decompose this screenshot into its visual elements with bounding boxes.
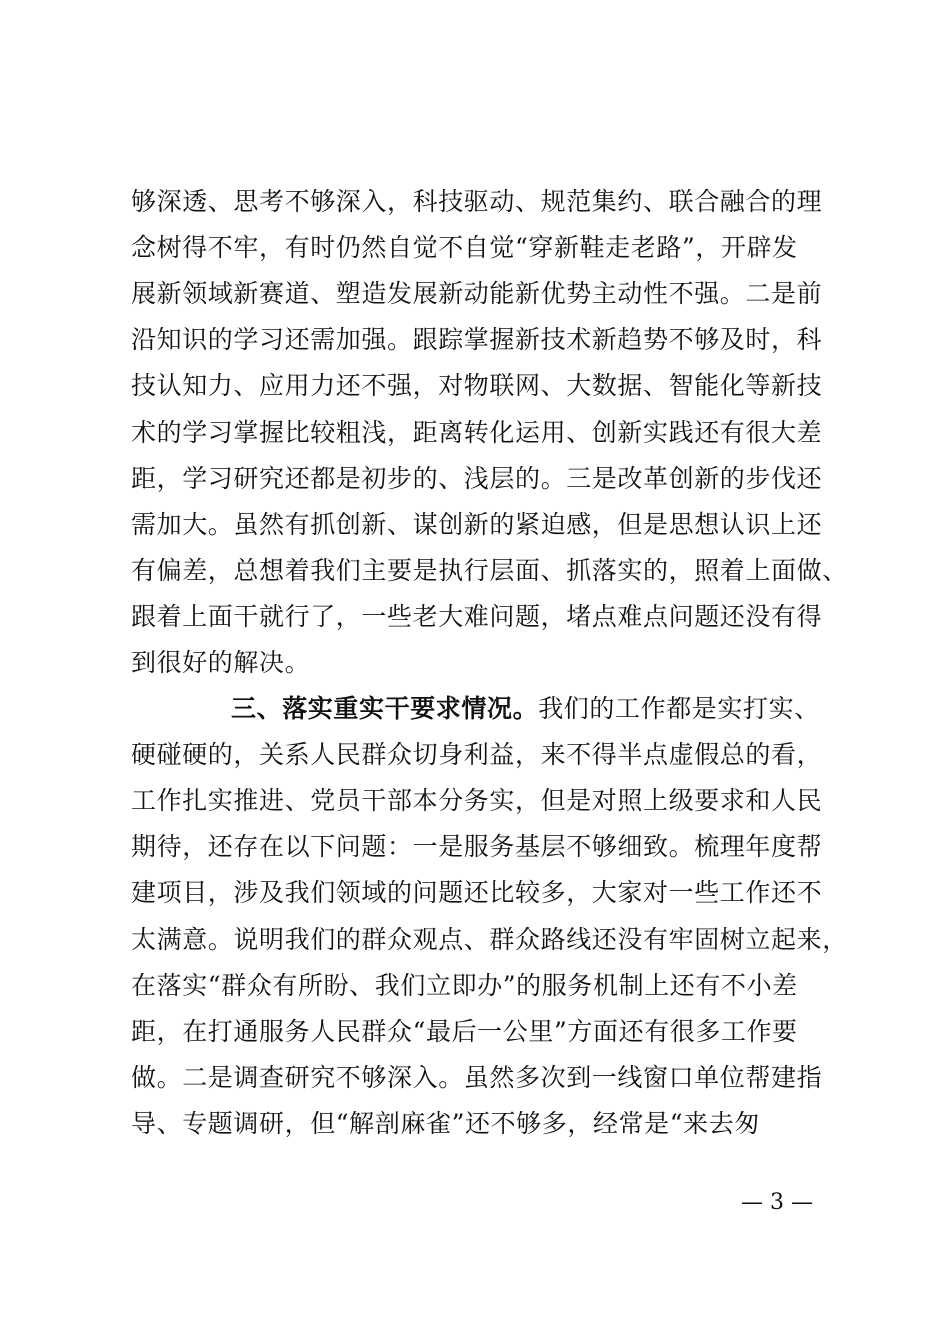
paragraph-line: 做。二是调查研究不够深入。虽然多次到一线窗口单位帮建指: [131, 1063, 823, 1092]
paragraph-line: 工作扎实推进、党员干部本分务实，但是对照上级要求和人民: [131, 786, 823, 815]
paragraph-line: 导、专题调研，但“解剖麻雀”还不够多，经常是“来去匆: [131, 1109, 760, 1138]
paragraph-line: 需加大。虽然有抓创新、谋创新的紧迫感，但是思想认识上还: [131, 510, 823, 539]
paragraph-line: 沿知识的学习还需加强。跟踪掌握新技术新趋势不够及时，科: [131, 325, 823, 354]
paragraph-line: 有偏差，总想着我们主要是执行层面、抓落实的，照着上面做、: [131, 556, 848, 585]
paragraph-line: 够深透、思考不够深入，科技驱动、规范集约、联合融合的理: [131, 187, 823, 216]
section-heading-line: [231, 689, 831, 729]
paragraph-line: 太满意。说明我们的群众观点、群众路线还没有牢固树立起来，: [131, 925, 848, 954]
paragraph-line: 到很好的解决。: [131, 648, 311, 677]
paragraph-line: 念树得不牢，有时仍然自觉不自觉“穿新鞋走老路”，开辟发: [131, 233, 798, 262]
paragraph-line: 技认知力、应用力还不强，对物联网、大数据、智能化等新技: [131, 371, 823, 400]
paragraph-line: 距，在打通服务人民群众“最后一公里”方面还有很多工作要: [131, 1017, 798, 1046]
paragraph-line: 跟着上面干就行了，一些老大难问题，堵点难点问题还没有得: [131, 602, 823, 631]
section-heading: 三、落实重实干要求情况。: [231, 694, 539, 723]
paragraph-line: 术的学习掌握比较粗浅，距离转化运用、创新实践还有很大差: [131, 418, 823, 447]
paragraph-line: 期待，还存在以下问题：一是服务基层不够细致。梳理年度帮: [131, 832, 823, 861]
paragraph-line: 建项目，涉及我们领域的问题还比较多，大家对一些工作还不: [131, 878, 823, 907]
paragraph-line: 展新领域新赛道、塑造发展新动能新优势主动性不强。二是前: [131, 279, 823, 308]
paragraph-line: 硬碰硬的，关系人民群众切身利益，来不得半点虚假总的看，: [131, 740, 823, 769]
paragraph-line: 距，学习研究还都是初步的、浅层的。三是改革创新的步伐还: [131, 464, 823, 493]
paragraph-line: 在落实“群众有所盼、我们立即办”的服务机制上还有不小差: [131, 971, 798, 1000]
page-number: — 3 —: [741, 1190, 813, 1215]
section-heading-continuation: 我们的工作都是实打实、: [538, 694, 820, 723]
